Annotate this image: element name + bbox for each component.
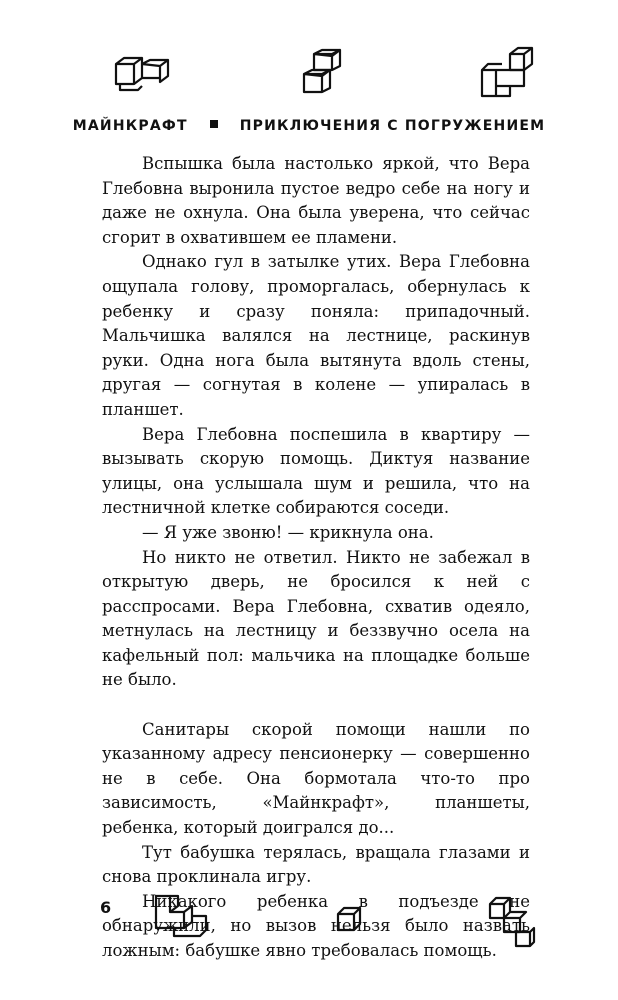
paragraph: Вспышка была настолько яркой, что Вера Глебовна выронила пустое ведро себе на ногу и даже не охнула. Она была уверена, что сейчас сгорит в охватившем ее пламени. xyxy=(102,154,530,247)
stacked-blocks-icon xyxy=(334,904,364,934)
page-number: 6 xyxy=(100,898,112,917)
paragraph: Однако гул в затылке утих. Вера Глебовна ощупала голову, проморгалась, обернулась к ребенку и сразу поняла: припадочный. Мальчишка валялся на лестнице, раскинув руки. Одна нога была вытянута вдоль стены, другая — согнутая в колене — упиралась в планшет. xyxy=(102,252,530,419)
body-text xyxy=(102,152,530,964)
block-staircase-icon xyxy=(486,896,536,948)
stacked-blocks-icon xyxy=(300,48,344,96)
series-title: МАЙНКРАФТ xyxy=(72,118,188,134)
block-cluster-icon xyxy=(112,50,174,92)
paragraph: Санитары скорой помощи нашли по указанному адресу пенсионерку — совершенно не в себе. Она бормотала что-то про зависимость, «Майнкрафт», планшеты, ребенка, который доигрался до... xyxy=(102,719,530,838)
paragraph: Вера Глебовна поспешила в квартиру — вызывать скорую помощь. Диктуя название улицы, она услышала шум и решила, что на лестничной клетке собираются соседи. xyxy=(102,424,530,518)
paragraph: Никакого ребенка в подъезде не обнаружили, но вызов нельзя было назвать ложным: бабушке явно требовалась помощь. xyxy=(102,891,530,960)
paragraph: Тут бабушка терялась, вращала глазами и снова проклинала игру. xyxy=(102,842,530,887)
header-separator-square xyxy=(210,120,218,128)
book-subtitle: ПРИКЛЮЧЕНИЯ С ПОГРУЖЕНИЕМ xyxy=(239,118,546,134)
running-header xyxy=(0,118,618,134)
paragraph: Но никто не ответил. Никто не забежал в открытую дверь, не бросился к ней с расспросами. Вера Глебовна, схватив одеяло, метнулась на лестницу и беззвучно осела на кафельный пол: мальчика на площадке больше не было. xyxy=(102,547,530,690)
paragraph: — Я уже звоню! — крикнула она. xyxy=(142,522,434,542)
block-cluster-icon xyxy=(150,892,210,940)
block-staircase-icon xyxy=(478,46,536,98)
section-break xyxy=(102,693,530,718)
